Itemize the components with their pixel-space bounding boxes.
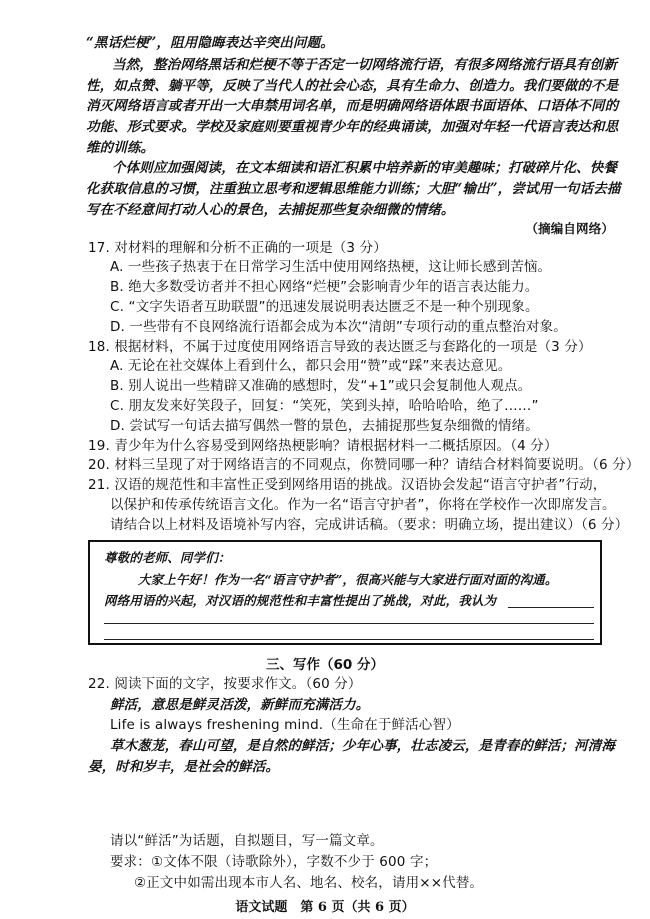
- passage-line: 功能、形式要求。学校及家庭则要重视青少年的经典诵读，加强对年轻一代语言表达和思: [86, 119, 619, 135]
- question-18-option-b: B. 别人说出一些精辟又准确的感想时，发“+1”或只会复制他人观点。: [110, 378, 532, 394]
- question-18-stem: 18. 根据材料，不属于过度使用网络语言导致的表达匮乏与套路化的一项是（3 分）: [88, 339, 592, 355]
- speech-line: 大家上午好！作为一名“语言守护者”，很高兴能与大家进行面对面的沟通。: [138, 572, 558, 587]
- section-heading: 三、写作（60 分）: [266, 657, 384, 673]
- speech-salutation: 尊敬的老师、同学们：: [104, 550, 231, 565]
- question-17-option-a: A. 一些孩子热衷于在日常学习生活中使用网络热梗，这让师长感到苦恼。: [110, 259, 552, 275]
- question-20: 20. 材料三呈现了对于网络语言的不同观点，你赞同哪一种？请结合材料简要说明。（6 分）: [88, 457, 640, 473]
- question-22-text: Life is always freshening mind.（生命在于鲜活心智）: [110, 717, 460, 733]
- answer-blank-line: [104, 639, 594, 640]
- question-18-option-d: D. 尝试写一句话去描写偶然一瞥的景色，去捕捉那些复杂细微的情绪。: [110, 418, 539, 434]
- passage-source: （摘编自网络）: [525, 221, 614, 236]
- passage-line: 性，如点赞、躺平等，反映了当代人的社会心态，具有生命力、创造力。我们要做的不是: [86, 78, 619, 94]
- question-21-line: 请结合以上材料及语境补写内容，完成讲话稿。（要求：明确立场，提出建议）（6 分）: [110, 517, 629, 533]
- question-17-option-c: C. “文字失语者互助联盟”的迅速发展说明表达匮乏不是一种个别现象。: [110, 299, 539, 315]
- question-19: 19. 青少年为什么容易受到网络热梗影响？请根据材料一二概括原因。（4 分）: [88, 438, 558, 454]
- question-18-option-a: A. 无论在社交媒体上看到什么，都只会用“赞”或“踩”来表达意见。: [110, 358, 512, 374]
- question-21-line: 21. 汉语的规范性和丰富性正受到网络用语的挑战。汉语协会发起“语言守护者”行动，: [88, 477, 607, 493]
- passage-line: 维的训练。: [86, 140, 155, 156]
- question-22-text: 晏，时和岁丰，是社会的鲜活。: [88, 759, 280, 775]
- passage-line: 个体则应加强阅读，在文本细读和语汇积累中培养新的审美趣味；打破碎片化、快餐: [112, 160, 618, 176]
- speech-line: 网络用语的兴起，对汉语的规范性和丰富性提出了挑战，对此，我认为: [104, 593, 497, 608]
- question-17-option-d: D. 一些带有不良网络流行语都会成为本次“清朗”专项行动的重点整治对象。: [110, 319, 567, 335]
- question-17-option-b: B. 绝大多数受访者并不担心网络“烂梗”会影响青少年的语言表达能力。: [110, 279, 539, 295]
- question-22-text: 草木葱茏，春山可望，是自然的鲜活；少年心事，壮志凌云，是青春的鲜活；河清海: [110, 738, 616, 754]
- question-17-stem: 17. 对材料的理解和分析不正确的一项是（3 分）: [88, 240, 387, 256]
- answer-blank-line: [104, 623, 594, 624]
- passage-line: 化获取信息的习惯，注重独立思考和逻辑思维能力训练；大胆“输出”，尝试用一句话去描: [86, 181, 621, 197]
- question-22-text: 鲜活，意思是鲜灵活泼，新鲜而充满活力。: [110, 697, 370, 713]
- passage-line: 当然，整治网络黑话和烂梗不等于否定一切网络流行语，有很多网络流行语具有创新: [112, 57, 618, 73]
- answer-blank-line: [508, 607, 594, 608]
- passage-line: 消灭网络语言或者开出一大串禁用词名单，而是明确网络语体跟书面语体、口语体不同的: [86, 98, 619, 114]
- question-18-option-c: C. 朋友发来好笑段子，回复：“笑死，笑到头掉，哈哈哈哈，绝了……”: [110, 398, 539, 414]
- question-22-requirement: ②正文中如需出现本市人名、地名、校名，请用××代替。: [134, 875, 484, 891]
- question-22-stem: 22. 阅读下面的文字，按要求作文。（60 分）: [88, 676, 362, 692]
- passage-line: 写在不经意间打动人心的景色，去捕捉那些复杂细微的情绪。: [86, 202, 455, 218]
- question-21-line: 以保护和传承传统语言文化。作为一名“语言守护者”，你将在学校作一次即席发言。: [110, 497, 616, 513]
- page-footer: 语文试题 第 6 页（共 6 页）: [235, 900, 415, 915]
- question-22-requirement: 要求：①文体不限（诗歌除外），字数不少于 600 字；: [110, 854, 438, 870]
- question-22-requirement: 请以“鲜活”为话题，自拟题目，写一篇文章。: [110, 833, 384, 849]
- passage-line: “黑话烂梗”，阻用隐晦表达辛突出问题。: [86, 35, 334, 51]
